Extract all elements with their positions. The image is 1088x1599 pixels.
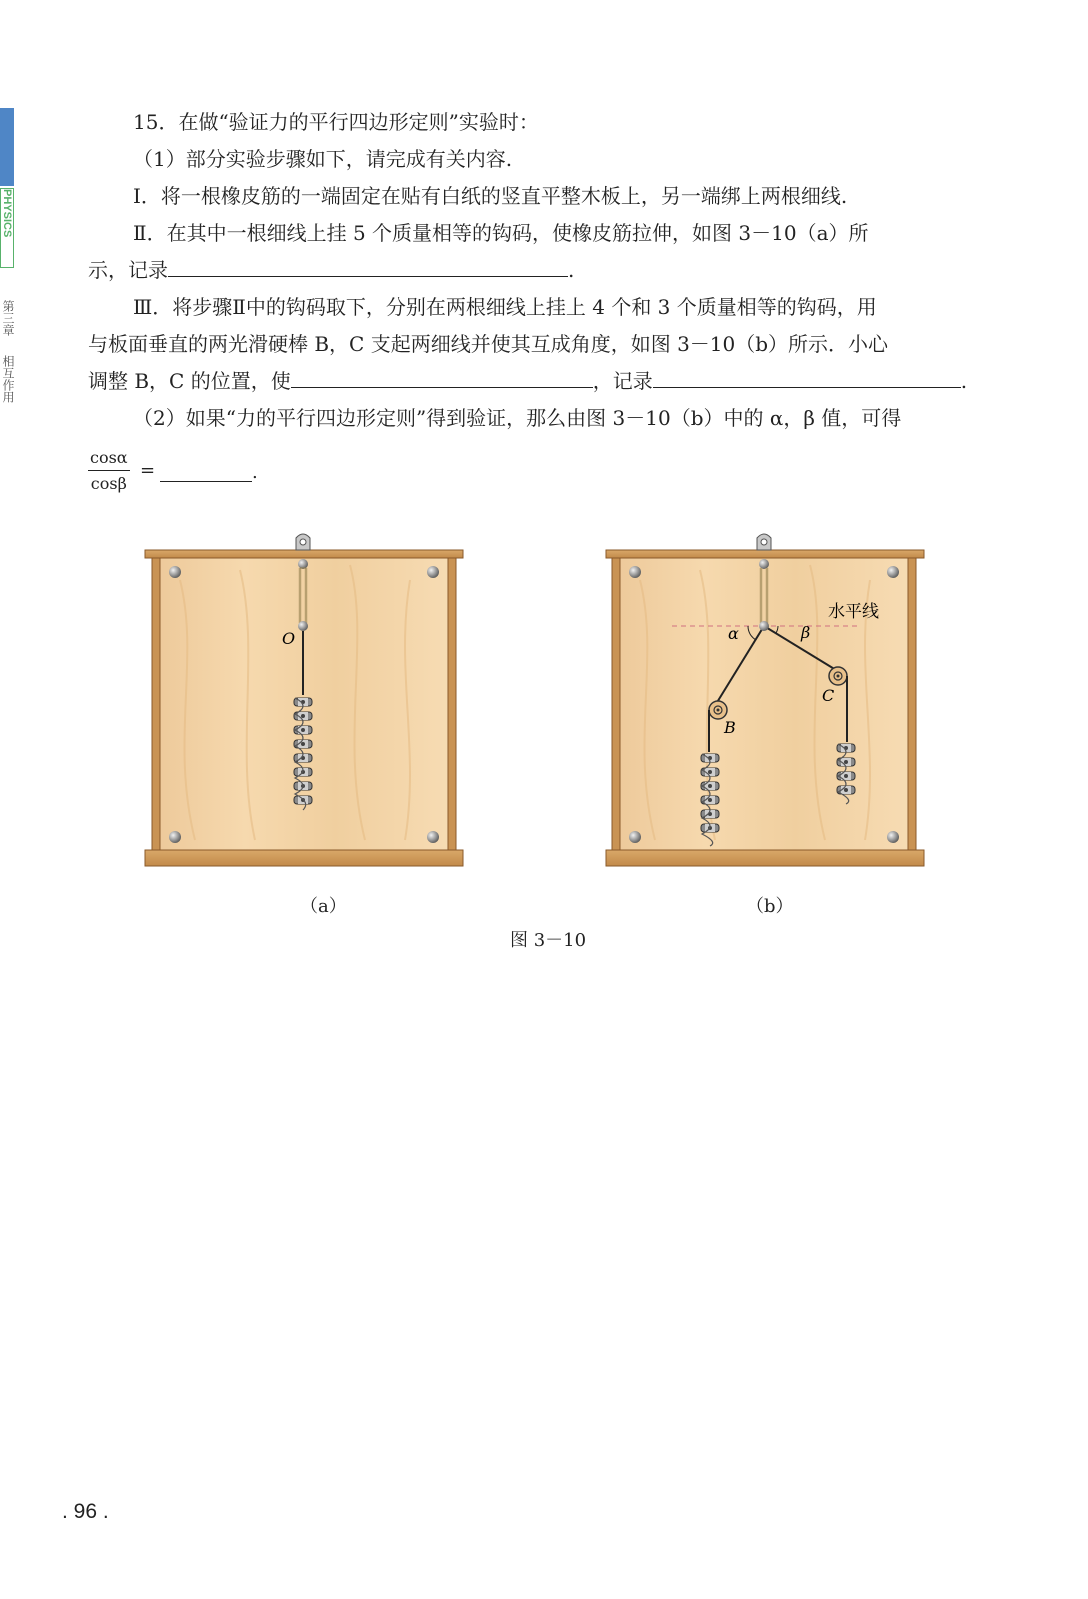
step-1: Ⅰ．将一根橡皮筋的一端固定在贴有白纸的竖直平整木板上，另一端绑上两根细线. <box>133 184 848 208</box>
side-tab <box>0 108 14 268</box>
answer-blank-1[interactable] <box>168 254 568 277</box>
fraction-end: . <box>252 462 258 483</box>
step-3-end: . <box>960 369 968 393</box>
point-b-label: B <box>724 718 736 737</box>
step-3-adjust <box>88 363 1010 400</box>
chapter-title: 相互作用 <box>1 355 15 403</box>
part2: （2）如果“力的平行四边形定则”得到验证，那么由图 3－10（b）中的 α，β 值，可得 <box>133 406 902 430</box>
fraction-numerator: cosα <box>88 446 130 471</box>
step-2-record: 示，记录 <box>88 258 168 282</box>
answer-blank-3[interactable] <box>653 365 961 388</box>
figure-caption: 图 3－10 <box>510 930 587 951</box>
problem-heading: 15．在做“验证力的平行四边形定则”实验时： <box>133 110 539 134</box>
board-b <box>606 534 924 866</box>
answer-blank-4[interactable] <box>160 481 252 482</box>
series-label: PHYSICS <box>1 189 13 238</box>
step-3: Ⅲ．将步骤Ⅱ中的钩码取下，分别在两根细线上挂上 4 个和 3 个质量相等的钩码，用 <box>133 295 877 319</box>
angle-alpha-label: α <box>728 624 739 643</box>
step-2-end: . <box>568 258 575 282</box>
board-a <box>145 534 463 866</box>
point-o-label: O <box>282 629 296 648</box>
sublabel-b: （b） <box>746 896 794 917</box>
equals-sign: = <box>140 460 156 481</box>
step-3-record: ，记录 <box>592 369 653 393</box>
angle-beta-label: β <box>801 623 811 642</box>
figure-3-10 <box>0 520 1088 1420</box>
chapter-number: 第三章 <box>1 300 15 336</box>
side-tab-blue <box>0 108 14 186</box>
side-tab-series <box>0 188 14 268</box>
cos-fraction <box>88 446 130 497</box>
point-c-label: C <box>822 686 835 705</box>
step-2-cont <box>88 252 1010 289</box>
horizontal-line-label: 水平线 <box>828 602 879 622</box>
step-3-adjust-text: 调整 B，C 的位置，使 <box>88 369 291 393</box>
fraction-denominator: cosβ <box>90 474 127 493</box>
step-3-cont: 与板面垂直的两光滑硬棒 B，C 支起两细线并使其互成角度，如图 3－10（b）所示．小心 <box>88 332 889 356</box>
pulley-b <box>709 701 727 719</box>
pulley-c <box>829 667 847 685</box>
problem-text <box>88 104 1010 437</box>
part1-intro: （1）部分实验步骤如下，请完成有关内容. <box>133 147 513 171</box>
page-number: . 96 . <box>62 1500 109 1523</box>
step-2: Ⅱ．在其中一根细线上挂 5 个质量相等的钩码，使橡皮筋拉伸，如图 3－10（a）所 <box>133 221 869 245</box>
answer-blank-2[interactable] <box>291 365 593 388</box>
sublabel-a: （a） <box>300 896 347 917</box>
